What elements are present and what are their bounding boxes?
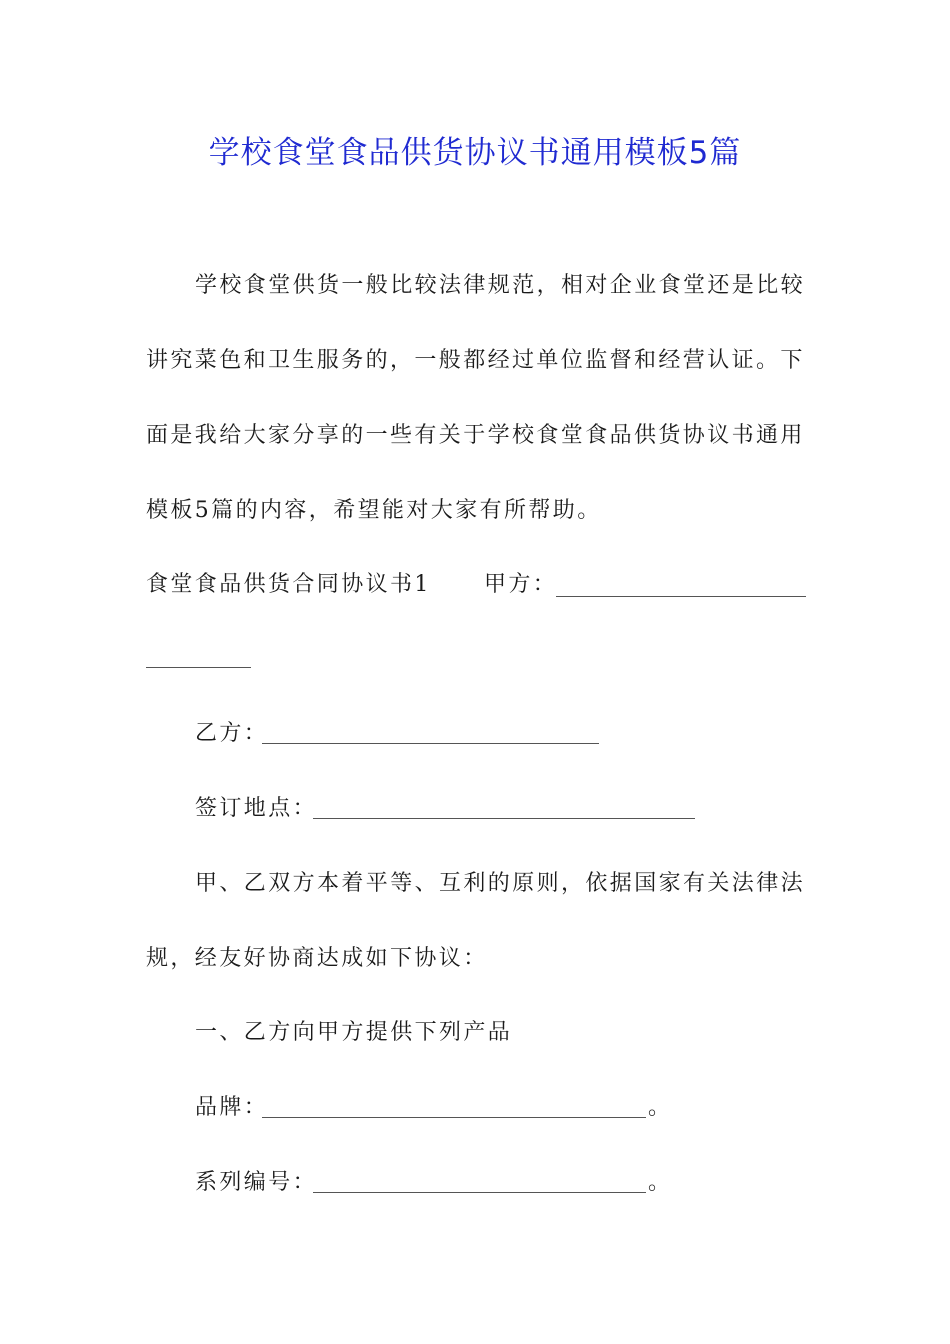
party-a-label: 甲方：	[484, 572, 558, 597]
series-period: 。	[648, 1170, 673, 1195]
intro-line-3: 面是我给大家分享的一些有关于学校食堂食品供货协议书通用	[146, 423, 805, 448]
principle-line-1: 甲、乙双方本着平等、互利的原则，依据国家有关法律法	[195, 871, 806, 896]
party-a-line	[484, 567, 557, 603]
intro-line-4: 模板5篇的内容，希望能对大家有所帮助。	[146, 498, 602, 523]
brand-label: 品牌：	[195, 1095, 269, 1120]
sign-place-label: 签订地点：	[195, 796, 318, 821]
party-b-label: 乙方：	[195, 721, 269, 746]
intro-line-2: 讲究菜色和卫生服务的，一般都经过单位监督和经营认证。下	[146, 348, 805, 373]
intro-line-1: 学校食堂供货一般比较法律规范，相对企业食堂还是比较	[195, 273, 806, 298]
party-a-blank	[556, 596, 806, 597]
sign-place-blank	[313, 818, 695, 819]
section-one-heading: 一、乙方向甲方提供下列产品	[195, 1020, 513, 1045]
series-label: 系列编号：	[195, 1170, 318, 1195]
party-b-blank	[262, 743, 599, 744]
brand-blank	[262, 1117, 646, 1118]
brand-period: 。	[648, 1095, 673, 1120]
page-title: 学校食堂食品供货协议书通用模板5篇	[208, 135, 742, 171]
contract-heading: 食堂食品供货合同协议书1	[146, 572, 431, 597]
contract-heading-line	[146, 567, 431, 603]
party-a-blank-continued	[146, 667, 251, 668]
principle-line-2: 规，经友好协商达成如下协议：	[146, 946, 488, 971]
series-blank	[313, 1192, 646, 1193]
